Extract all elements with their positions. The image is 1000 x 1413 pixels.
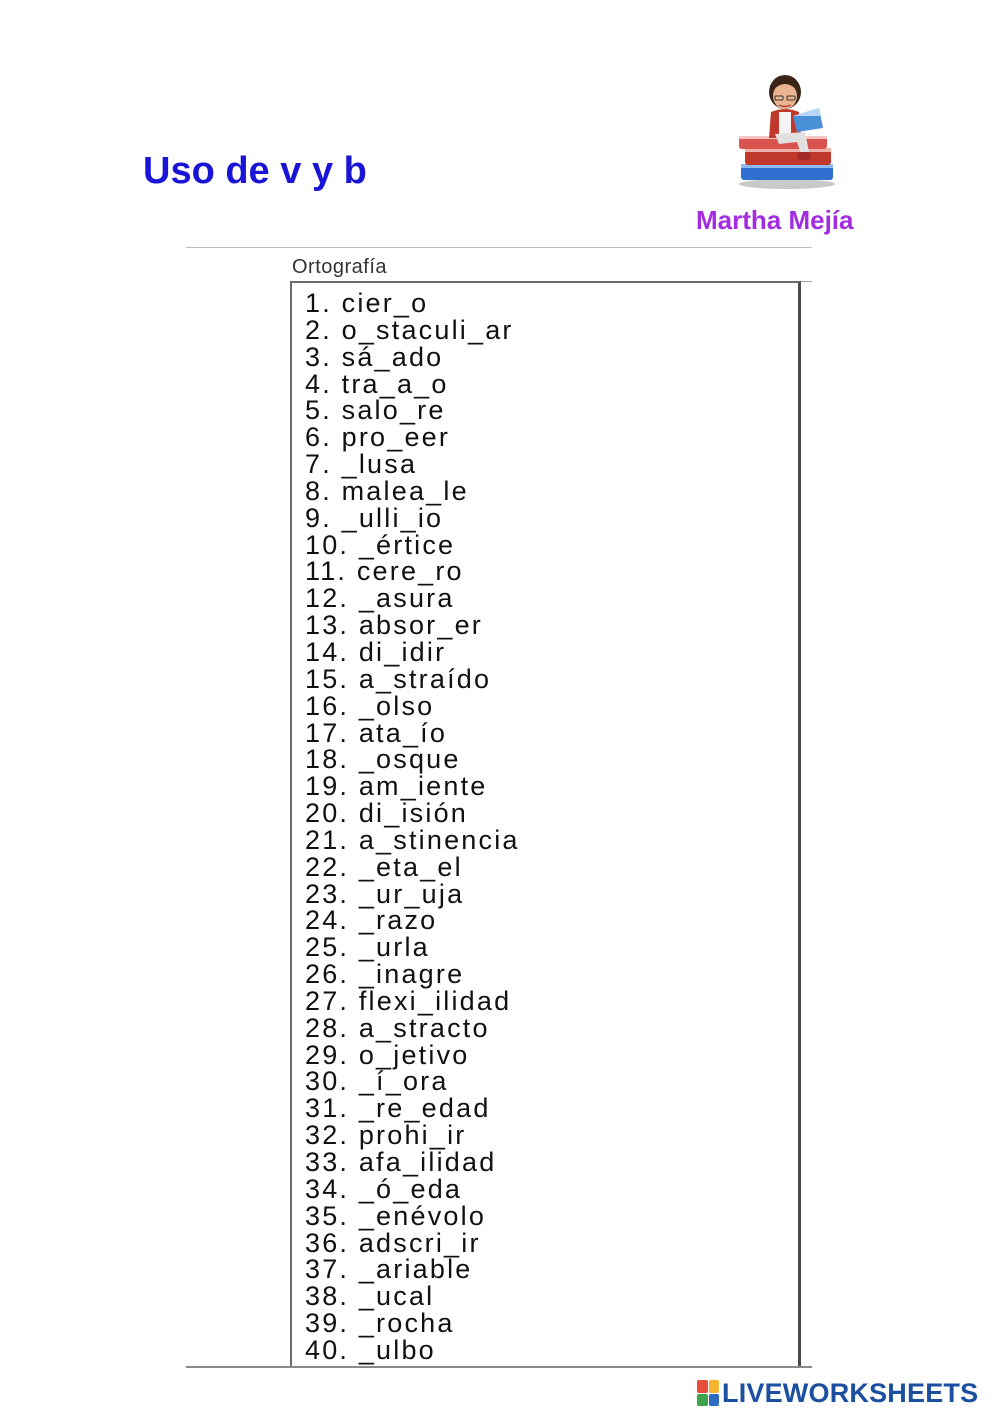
list-item: 35. _enévolo [305, 1200, 487, 1231]
list-item: 23. _ur_uja [305, 878, 465, 909]
list-item: 30. _í_ora [305, 1066, 449, 1097]
list-item: 26. _inagre [305, 959, 465, 990]
liveworksheets-watermark [697, 1377, 978, 1409]
list-item: 28. a_stracto [305, 1012, 490, 1043]
list-item: 4. tra_a_o [305, 368, 449, 399]
list-item: 21. a_stinencia [305, 824, 520, 855]
word-list [305, 290, 785, 1364]
list-item: 17. ata_ío [305, 717, 448, 748]
reading-teacher-avatar-icon [735, 72, 840, 190]
groupbox-label: Ortografía [292, 256, 388, 278]
list-item: 7. _lusa [305, 449, 418, 480]
list-item: 15. a_straído [305, 663, 492, 694]
list-item: 25. _urla [305, 932, 430, 963]
list-item: 5. salo_re [305, 395, 446, 426]
list-item: 1. cier_o [305, 288, 429, 318]
list-item: 36. adscri_ir [305, 1227, 481, 1258]
list-item: 40. _ulbo [305, 1334, 436, 1365]
list-item: 19. am_iente [305, 771, 488, 802]
list-item: 16. _olso [305, 690, 435, 721]
liveworksheets-logo-icon [697, 1380, 719, 1406]
list-item: 31. _re_edad [305, 1093, 491, 1124]
list-item: 8. malea_le [305, 475, 469, 506]
list-item: 10. _értice [305, 529, 456, 560]
author-name: Martha Mejía [696, 205, 854, 235]
list-item: 22. _eta_el [305, 851, 463, 882]
list-item: 12. _asura [305, 583, 455, 614]
list-item: 18. _osque [305, 744, 461, 775]
list-item: 29. o_jetivo [305, 1039, 470, 1070]
watermark-text: LIVEWORKSHEETS [722, 1377, 979, 1408]
list-item: 14. di_idir [305, 636, 447, 667]
list-item: 38. _ucal [305, 1281, 435, 1312]
bottom-divider [186, 1366, 812, 1368]
list-item: 13. absor_er [305, 610, 483, 641]
list-item: 34. _ó_eda [305, 1173, 463, 1204]
page-title: Uso de v y b [143, 150, 367, 192]
list-item: 39. _rocha [305, 1308, 455, 1339]
list-item: 24. _razo [305, 905, 438, 936]
list-item: 9. _ulli_io [305, 502, 444, 533]
list-item: 27. flexi_ilidad [305, 985, 512, 1016]
list-item: 3. sá_ado [305, 341, 444, 372]
list-item: 20. di_isión [305, 798, 468, 829]
list-item: 11. cere_ro [305, 556, 464, 587]
list-item: 37. _ariable [305, 1254, 473, 1285]
list-item: 2. o_staculi_ar [305, 314, 514, 345]
list-item: 32. prohi_ir [305, 1120, 467, 1151]
list-item: 6. pro_eer [305, 422, 451, 453]
list-item: 33. afa_ilidad [305, 1147, 497, 1177]
